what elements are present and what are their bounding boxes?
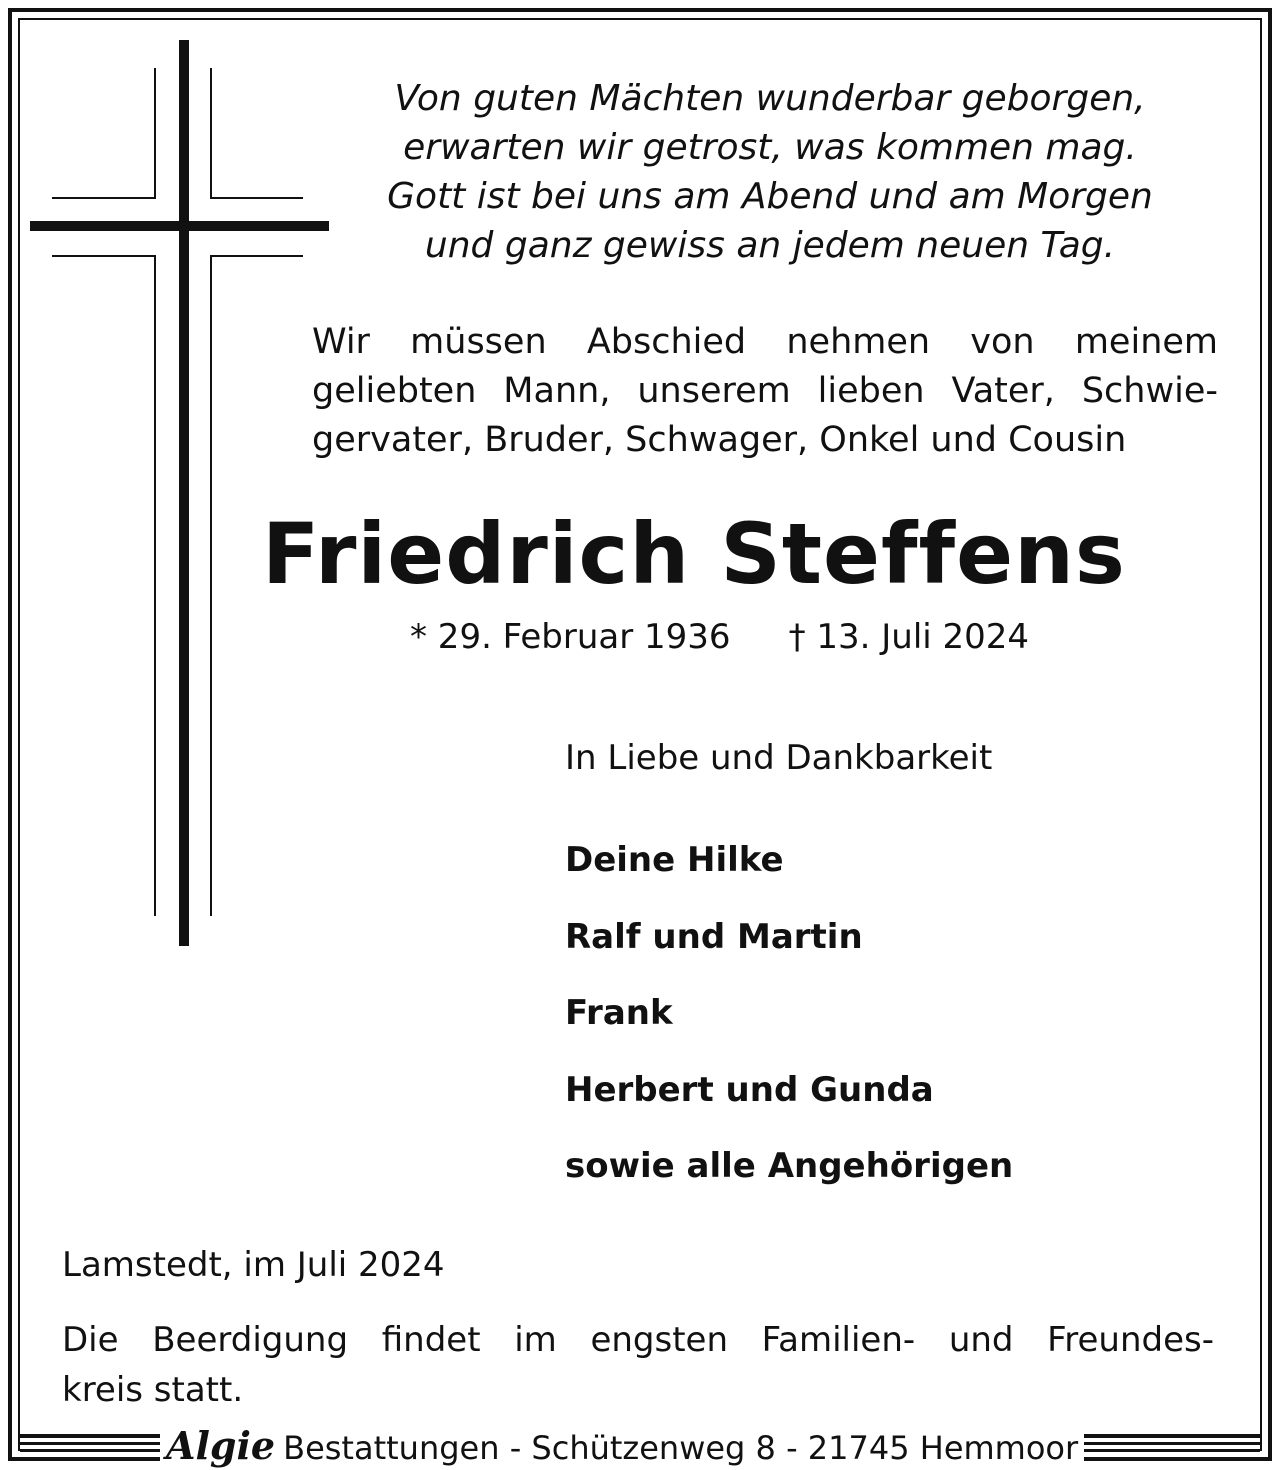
family-member: sowie alle Angehörigen	[565, 1146, 1014, 1186]
verse-line: erwarten wir getrost, was kommen mag.	[403, 127, 1137, 168]
place-date: Lamstedt, im Juli 2024	[62, 1245, 445, 1285]
family-list	[565, 822, 1013, 1205]
death-date: † 13. Juli 2024	[788, 617, 1030, 657]
funeral-home-address: Bestattungen - Schützenweg 8 - 21745 Hemmoor	[283, 1429, 1079, 1467]
verse-line: und ganz gewiss an jedem neuen Tag.	[424, 225, 1116, 266]
verse-poem	[330, 74, 1210, 270]
intro-line: gervater, Bruder, Schwager, Onkel und Cousin	[312, 420, 1127, 460]
family-member: Herbert und Gunda	[565, 1069, 934, 1110]
funeral-home-logo: Algie	[166, 1423, 276, 1468]
family-member: Deine Hilke	[565, 840, 784, 880]
verse-line: Von guten Mächten wunderbar geborgen,	[394, 78, 1146, 119]
life-dates	[410, 612, 1029, 662]
intro-line: geliebten Mann, unserem lieben Vater, Schwie-	[312, 371, 1218, 411]
funeral-line: Die Beerdigung findet im engsten Familien- und Freundes-	[62, 1320, 1214, 1360]
family-member: Ralf und Martin	[565, 916, 863, 957]
footer	[0, 1424, 1280, 1469]
birth-date: * 29. Februar 1936	[410, 617, 731, 657]
family-member: Frank	[565, 993, 673, 1033]
intro-line: Wir müssen Abschied nehmen von meinem	[312, 322, 1218, 362]
funeral-line: kreis statt.	[62, 1370, 244, 1410]
funeral-notice	[62, 1315, 1214, 1415]
thanks-line: In Liebe und Dankbarkeit	[565, 738, 993, 778]
cross-icon	[0, 0, 340, 960]
intro-text	[312, 318, 1218, 465]
footer-imprint	[160, 1424, 1084, 1469]
deceased-name: Friedrich Steffens	[262, 505, 1126, 603]
verse-line: Gott ist bei uns am Abend und am Morgen	[387, 176, 1153, 217]
